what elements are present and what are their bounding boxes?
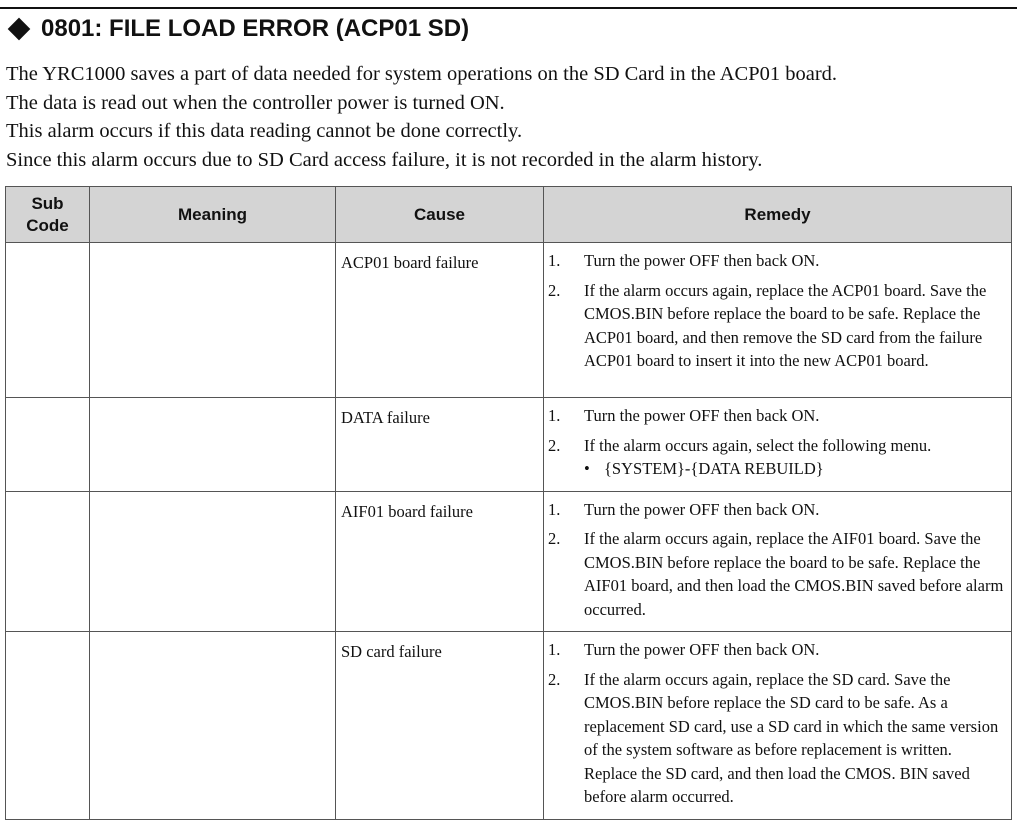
table-row [6,398,1012,492]
heading-text: 0801: FILE LOAD ERROR (ACP01 SD) [41,15,470,42]
cause-cell: ACP01 board failure [336,243,544,398]
sub-code-cell [6,491,90,632]
header-sub-code: Sub Code [6,187,90,243]
remedy-steps [548,498,1007,622]
remedy-step: 1. Turn the power OFF then back ON. [548,499,820,519]
cause-cell: SD card failure [336,632,544,820]
bullet-dot-icon: • [584,459,590,478]
meaning-cell [90,491,336,632]
sub-code-cell [6,243,90,398]
menu-path: {SYSTEM}-{DATA REBUILD} [604,459,824,478]
top-rule [0,7,1017,9]
table-row [6,491,1012,632]
intro-line: The YRC1000 saves a part of data needed for system operations on the SD Card in the ACP01 board. [6,63,838,85]
step-text: If the alarm occurs again, select the following menu. [584,435,932,455]
intro-paragraph [6,60,837,174]
remedy-cell [544,632,1012,820]
meaning-cell [90,243,336,398]
remedy-step: 1. Turn the power OFF then back ON. [548,251,820,270]
remedy-step: 2. If the alarm occurs again, replace the AIF01 board. Save the CMOS.BIN before replace the board to be safe. Replace the AIF01 board, and then load the CMOS.BIN saved before alarm occurred. [548,529,1004,619]
cause-cell: AIF01 board failure [336,491,544,632]
sub-code-cell [6,632,90,820]
sub-code-cell [6,398,90,492]
cause-cell: DATA failure [336,398,544,492]
meaning-cell [90,398,336,492]
menu-bullet [584,457,1007,481]
remedy-steps [548,638,1007,809]
remedy-cell [544,243,1012,398]
section-heading [7,14,469,44]
intro-line: Since this alarm occurs due to SD Card access failure, it is not recorded in the alarm history. [6,148,763,171]
intro-line: The data is read out when the controller power is turned ON. [6,91,505,114]
meaning-cell [90,632,336,820]
remedy-step: 2. If the alarm occurs again, select the following menu. • {SYSTEM}-{DATA REBUILD} [548,434,1007,481]
remedy-steps [548,249,1007,373]
remedy-steps [548,404,1007,481]
remedy-step: 1. Turn the power OFF then back ON. [548,406,820,425]
header-remedy: Remedy [544,187,1012,243]
remedy-step: 2. If the alarm occurs again, replace the ACP01 board. Save the CMOS.BIN before replace the board to be safe. Replace the ACP01 board, and then remove the SD card from the failure ACP01 board to insert it into the new ACP01 board. [548,280,987,370]
table-header-row [6,187,1012,243]
table-row [6,243,1012,398]
alarm-table [5,186,1012,820]
header-meaning: Meaning [90,187,336,243]
header-cause: Cause [336,187,544,243]
remedy-step: 1. Turn the power OFF then back ON. [548,640,820,659]
remedy-cell [544,491,1012,632]
table-row [6,632,1012,820]
remedy-step: 2. If the alarm occurs again, replace the SD card. Save the CMOS.BIN before replace the SD card to be safe. As a replacement SD card, use a SD card in which the same version of the system software as before replacement is written. Replace the SD card, and then load the CMOS. BIN saved before alarm occurred. [548,669,999,806]
intro-line: This alarm occurs if this data reading cannot be done correctly. [6,120,523,142]
remedy-cell [544,398,1012,492]
diamond-bullet-icon [8,18,31,41]
